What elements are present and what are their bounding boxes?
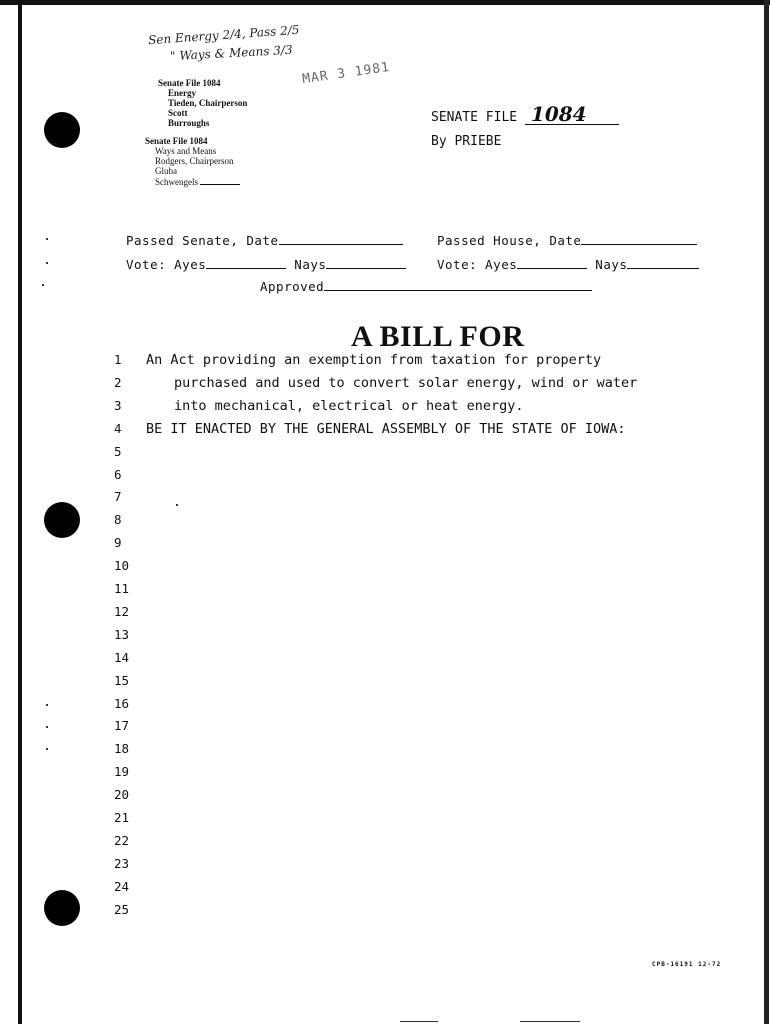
line-number: 11 — [114, 581, 130, 596]
committee-ways-title: Senate File 1084 — [145, 136, 208, 146]
bill-text-line-2: purchased and used to convert solar energy, wind or water — [174, 375, 638, 391]
line-number: 2 — [114, 374, 122, 390]
committee-ways-member: Schwengels — [145, 176, 240, 187]
passed-senate-date-blank — [279, 232, 403, 245]
passed-house-date-blank — [581, 232, 697, 245]
handwritten-note-line1: Sen Energy 2/4, Pass 2/5 — [147, 22, 300, 48]
line-number: 25 — [114, 901, 130, 917]
line-number: 4 — [114, 420, 122, 436]
line-number: 6 — [114, 466, 122, 482]
line-number: 21 — [114, 810, 130, 825]
approved-blank — [324, 278, 592, 291]
passed-house-row — [437, 232, 697, 248]
committee-energy-name: Energy — [168, 88, 196, 98]
enacting-clause: BE IT ENACTED BY THE GENERAL ASSEMBLY OF THE STATE OF IOWA: — [146, 421, 626, 437]
passed-house-label: Passed House, Date — [437, 233, 582, 248]
page-border-top — [0, 0, 770, 5]
punch-hole-bottom — [44, 890, 80, 926]
punch-hole-middle — [44, 502, 80, 538]
committee-ways-member: Gluba — [155, 166, 177, 176]
page-border-left — [18, 0, 22, 1024]
senate-file-label: SENATE FILE — [431, 110, 518, 125]
line-number: 7 — [114, 489, 122, 505]
committee-ways-name: Ways and Means — [155, 146, 217, 156]
line-number: 13 — [114, 626, 130, 642]
form-code-footer: CPB-16191 12-72 — [652, 961, 722, 968]
bill-sponsor: By PRIEBE — [431, 134, 502, 149]
scan-speck — [42, 284, 44, 286]
scan-mark — [520, 1021, 580, 1022]
senate-nays-blank — [326, 256, 406, 269]
committee-ways-member: Rodgers, Chairperson — [155, 156, 234, 166]
line-number: 15 — [114, 672, 130, 688]
line-number: 8 — [114, 512, 122, 528]
bill-text-line-1: An Act providing an exemption from taxation for property — [146, 352, 602, 368]
received-stamp: MAR 3 1981 — [301, 59, 391, 88]
punch-hole-top — [44, 112, 80, 148]
scan-speck — [176, 504, 178, 506]
committee-energy-title: Senate File 1084 — [158, 78, 221, 88]
committee-energy-block — [158, 78, 247, 128]
scan-mark — [400, 1021, 438, 1022]
scan-speck — [46, 262, 48, 264]
approved-label: Approved — [260, 279, 325, 294]
approved-row — [260, 278, 592, 294]
line-number: 14 — [114, 649, 130, 665]
house-vote-ayes-label: Vote: Ayes — [437, 257, 518, 272]
line-number: 1 — [114, 352, 122, 367]
house-vote-row — [437, 256, 699, 272]
handwritten-note-line2: " Ways & Means 3/3 — [169, 42, 293, 64]
senate-ayes-blank — [206, 256, 286, 269]
line-number: 12 — [114, 603, 130, 619]
passed-senate-label: Passed Senate, Date — [126, 233, 279, 248]
scan-speck — [46, 748, 48, 750]
line-number: 5 — [114, 443, 122, 459]
house-nays-label: Nays — [595, 257, 628, 272]
line-number: 24 — [114, 878, 130, 894]
bill-title: A BILL FOR — [351, 320, 525, 353]
page-border-right — [764, 0, 769, 1024]
bill-text-line-3: into mechanical, electrical or heat energy. — [174, 398, 524, 414]
house-ayes-blank — [517, 256, 587, 269]
line-number: 18 — [114, 741, 130, 757]
passed-senate-row — [126, 232, 403, 248]
committee-energy-member: Tieden, Chairperson — [168, 98, 248, 108]
senate-vote-ayes-label: Vote: Ayes — [126, 257, 207, 272]
line-number: 20 — [114, 787, 130, 803]
committee-ways-block — [145, 136, 240, 187]
senate-vote-row — [126, 256, 406, 272]
line-number: 23 — [114, 855, 130, 871]
senate-file-heading — [431, 104, 619, 125]
committee-energy-member: Scott — [168, 108, 188, 118]
senate-nays-label: Nays — [294, 257, 327, 272]
line-number: 19 — [114, 764, 130, 780]
line-number: 22 — [114, 832, 130, 848]
scan-speck — [46, 726, 48, 728]
house-nays-blank — [627, 256, 699, 269]
committee-energy-member: Burroughs — [168, 118, 210, 128]
line-number: 10 — [114, 558, 130, 574]
scan-speck — [46, 238, 48, 240]
line-number: 9 — [114, 535, 122, 551]
line-number: 3 — [114, 397, 122, 413]
senate-file-number: 1084 — [525, 104, 619, 125]
line-number: 16 — [114, 695, 130, 711]
scan-speck — [46, 704, 48, 706]
line-number: 17 — [114, 718, 130, 734]
